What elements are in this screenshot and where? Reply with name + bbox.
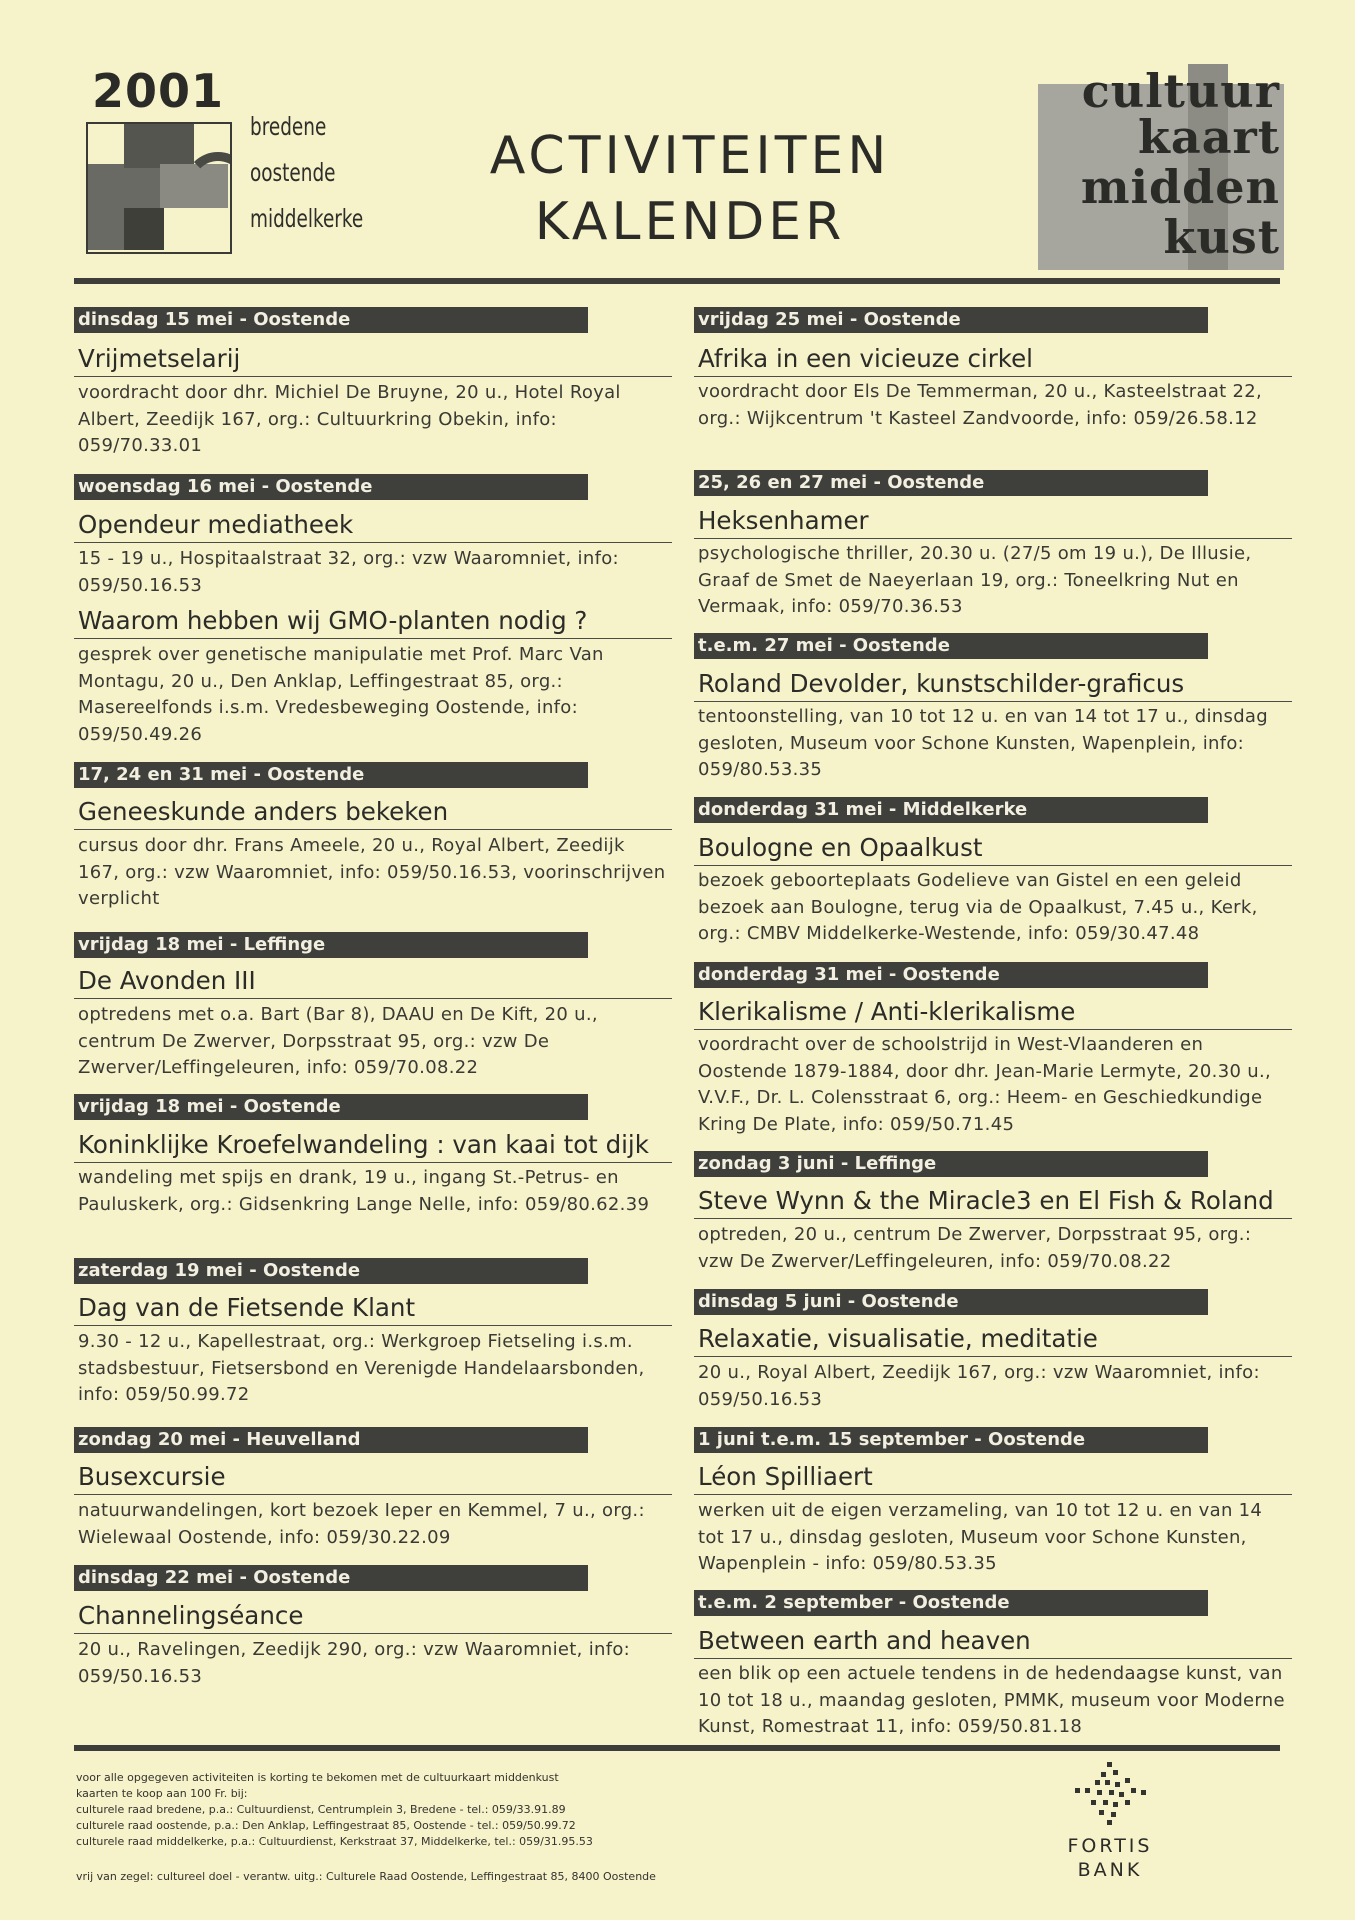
event-title: Klerikalisme / Anti-klerikalisme <box>694 997 1292 1030</box>
event-description: voordracht door dhr. Michiel De Bruyne, 20 u., Hotel Royal Albert, Zeedijk 167, org.: Cultuurkring Obekin, info: 059/70.33.01 <box>78 382 621 456</box>
cultuurkaart-word-2: kaart <box>1138 110 1280 164</box>
regional-logo <box>86 122 232 254</box>
footer-line: culturele raad oostende, p.a.: Den Anklap, Leffingestraat 85, Oostende - tel.: 059/50.99.72 <box>76 1819 576 1832</box>
footer-line: culturele raad bredene, p.a.: Cultuurdienst, Centrumplein 3, Bredene - tel.: 059/33.91.89 <box>76 1803 566 1816</box>
event-title: Steve Wynn & the Miracle3 en El Fish & Roland <box>694 1186 1292 1219</box>
event-date-bar: t.e.m. 27 mei - Oostende <box>694 633 1208 659</box>
event-title: Channelingséance <box>74 1601 672 1634</box>
event-description: 9.30 - 12 u., Kapellestraat, org.: Werkgroep Fietseling i.s.m. stadsbestuur, Fietsersbond en Verenigde Handelaarsbonden, info: 059/50.99.72 <box>78 1331 645 1405</box>
event-description: 20 u., Ravelingen, Zeedijk 290, org.: vzw Waaromniet, info: 059/50.16.53 <box>78 1639 631 1687</box>
town-list <box>250 104 363 242</box>
event-date-bar: vrijdag 18 mei - Oostende <box>74 1094 588 1120</box>
event-date-bar: donderdag 31 mei - Middelkerke <box>694 797 1208 823</box>
bottom-divider <box>74 1745 1280 1751</box>
footer-line: culturele raad middelkerke, p.a.: Cultuurdienst, Kerkstraat 37, Middelkerke, tel.: 059/31.95.53 <box>76 1835 593 1848</box>
footer-line: kaarten te koop aan 100 Fr. bij: <box>76 1787 248 1800</box>
event-title: Busexcursie <box>74 1462 672 1495</box>
fortis-mark-icon <box>1055 1758 1165 1828</box>
event-title: Opendeur mediatheek <box>74 510 672 543</box>
publisher-note: vrij van zegel: cultureel doel - verantw. uitg.: Culturele Raad Oostende, Leffingestraat 85, 8400 Oostende <box>76 1870 656 1883</box>
town-oostende: oostende <box>250 158 336 187</box>
event-title: Dag van de Fietsende Klant <box>74 1293 672 1326</box>
event-title: Geneeskunde anders bekeken <box>74 797 672 830</box>
event-date-bar: woensdag 16 mei - Oostende <box>74 474 588 500</box>
event-description: optreden, 20 u., centrum De Zwerver, Dorpsstraat 95, org.: vzw De Zwerver/Leffingeleuren, info: 059/70.08.22 <box>698 1224 1252 1272</box>
event-title: Roland Devolder, kunstschilder-graficus <box>694 669 1292 702</box>
cultuurkaart-word-4: kust <box>1163 210 1280 264</box>
sponsor-name-line2: BANK <box>1077 1859 1143 1881</box>
event-description: natuurwandelingen, kort bezoek Ieper en Kemmel, 7 u., org.: Wielewaal Oostende, info: 059/30.22.09 <box>78 1500 645 1548</box>
event-date-bar: dinsdag 5 juni - Oostende <box>694 1289 1208 1315</box>
event-title: Heksenhamer <box>694 506 1292 539</box>
cultuurkaart-logo <box>1038 64 1284 270</box>
event-title: Between earth and heaven <box>694 1626 1292 1659</box>
event-date-bar: t.e.m. 2 september - Oostende <box>694 1590 1208 1616</box>
event-date-bar: vrijdag 25 mei - Oostende <box>694 307 1208 333</box>
sponsor-name-line1: FORTIS <box>1067 1835 1153 1857</box>
page-title-line2: KALENDER <box>534 192 846 252</box>
event-description: cursus door dhr. Frans Ameele, 20 u., Royal Albert, Zeedijk 167, org.: vzw Waaromniet, info: 059/50.16.53, voorinschrijven verplicht <box>78 835 666 909</box>
footer-info <box>76 1770 836 1850</box>
event-description: optredens met o.a. Bart (Bar 8), DAAU en De Kift, 20 u., centrum De Zwerver, Dorpsstraat 95, org.: vzw De Zwerver/Leffingeleuren, info: 059/70.08.22 <box>78 1004 598 1078</box>
town-bredene: bredene <box>250 112 327 141</box>
event-date-bar: 17, 24 en 31 mei - Oostende <box>74 762 588 788</box>
sponsor-logo <box>1040 1758 1180 1882</box>
event-date-bar: donderdag 31 mei - Oostende <box>694 962 1208 988</box>
event-date-bar: dinsdag 15 mei - Oostende <box>74 307 588 333</box>
event-date-bar: zaterdag 19 mei - Oostende <box>74 1258 588 1284</box>
event-title: De Avonden III <box>74 966 672 999</box>
event-description: 20 u., Royal Albert, Zeedijk 167, org.: vzw Waaromniet, info: 059/50.16.53 <box>698 1362 1260 1410</box>
cultuurkaart-word-3: midden <box>1080 160 1280 214</box>
event-description: wandeling met spijs en drank, 19 u., ingang St.-Petrus- en Pauluskerk, org.: Gidsenkring Lange Nelle, info: 059/80.62.39 <box>78 1167 650 1215</box>
event-description: psychologische thriller, 20.30 u. (27/5 om 19 u.), De Illusie, Graaf de Smet de Naeyerlaan 19, org.: Toneelkring Nut en Vermaak, info: 059/70.36.53 <box>698 543 1252 617</box>
event-title: Koninklijke Kroefelwandeling : van kaai tot dijk <box>74 1130 672 1163</box>
year: 2001 <box>92 64 225 118</box>
event-title: Vrijmetselarij <box>74 344 672 377</box>
event-description: voordracht over de schoolstrijd in West-Vlaanderen en Oostende 1879-1884, door dhr. Jean-Marie Lermyte, 20.30 u., V.V.F., Dr. L. Colensstraat 6, org.: Heem- en Geschiedkundige Kring De Plate, info: 059/50.71.45 <box>698 1034 1271 1135</box>
event-title: Waarom hebben wij GMO-planten nodig ? <box>74 606 672 639</box>
event-title: Afrika in een vicieuze cirkel <box>694 344 1292 377</box>
top-divider <box>74 278 1280 284</box>
page-title-line1: ACTIVITEITEN <box>489 126 891 186</box>
event-description: bezoek geboorteplaats Godelieve van Gistel en een geleid bezoek aan Boulogne, terug via de Opaalkust, 7.45 u., Kerk, org.: CMBV Middelkerke-Westende, info: 059/30.47.48 <box>698 870 1258 944</box>
cultuurkaart-word-1: cultuur <box>1081 64 1280 118</box>
town-middelkerke: middelkerke <box>250 204 364 233</box>
event-description: 15 - 19 u., Hospitaalstraat 32, org.: vzw Waaromniet, info: 059/50.16.53 <box>78 548 619 596</box>
event-date-bar: 1 juni t.e.m. 15 september - Oostende <box>694 1427 1208 1453</box>
event-date-bar: vrijdag 18 mei - Leffinge <box>74 932 588 958</box>
event-description: werken uit de eigen verzameling, van 10 tot 12 u. en van 14 tot 17 u., dinsdag gesloten, Museum voor Schone Kunsten, Wapenplein - info: 059/80.53.35 <box>698 1500 1263 1574</box>
event-date-bar: zondag 20 mei - Heuvelland <box>74 1427 588 1453</box>
event-date-bar: zondag 3 juni - Leffinge <box>694 1151 1208 1177</box>
event-title: Boulogne en Opaalkust <box>694 833 1292 866</box>
event-description: gesprek over genetische manipulatie met Prof. Marc Van Montagu, 20 u., Den Anklap, Leffingestraat 85, org.: Masereelfonds i.s.m. Vredesbeweging Oostende, info: 059/50.49.26 <box>78 644 604 745</box>
event-date-bar: 25, 26 en 27 mei - Oostende <box>694 470 1208 496</box>
footer-line: voor alle opgegeven activiteiten is korting te bekomen met de cultuurkaart middenkust <box>76 1771 559 1784</box>
event-date-bar: dinsdag 22 mei - Oostende <box>74 1565 588 1591</box>
event-description: tentoonstelling, van 10 tot 12 u. en van 14 tot 17 u., dinsdag gesloten, Museum voor Schone Kunsten, Wapenplein, info: 059/80.53.35 <box>698 706 1268 780</box>
event-description: een blik op een actuele tendens in de hedendaagse kunst, van 10 tot 18 u., maandag gesloten, PMMK, museum voor Moderne Kunst, Romestraat 11, info: 059/50.81.18 <box>698 1663 1285 1737</box>
event-description: voordracht door Els De Temmerman, 20 u., Kasteelstraat 22, org.: Wijkcentrum 't Kasteel Zandvoorde, info: 059/26.58.12 <box>698 381 1263 429</box>
event-title: Léon Spilliaert <box>694 1462 1292 1495</box>
event-title: Relaxatie, visualisatie, meditatie <box>694 1324 1292 1357</box>
